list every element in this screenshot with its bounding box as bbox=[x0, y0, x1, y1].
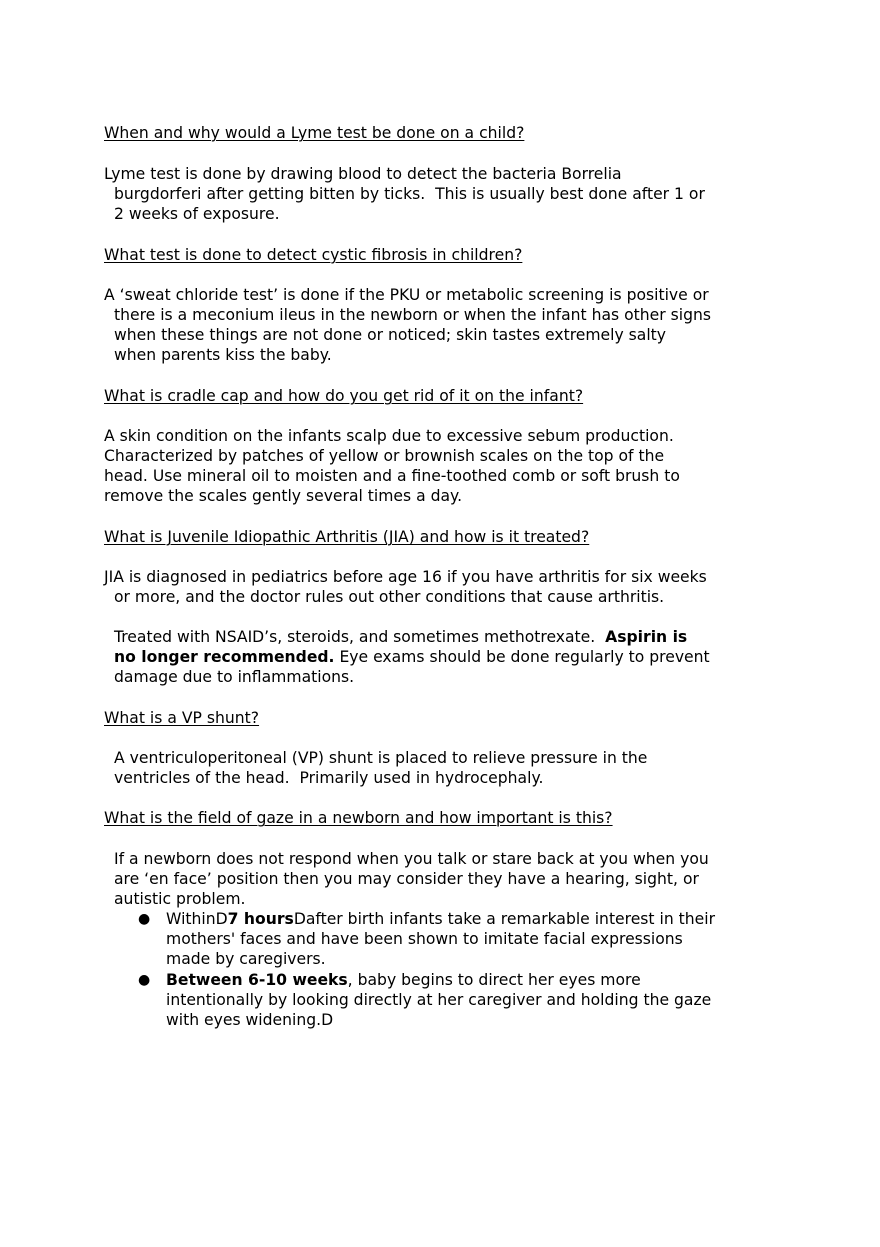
answer-line: burgdorferi after getting bitten by ticks. This is usually best done after 1 or bbox=[114, 185, 705, 203]
answer-line: remove the scales gently several times a day. bbox=[104, 487, 463, 505]
bullet-item-line: made by caregivers. bbox=[166, 950, 326, 968]
bullet-item-line: with eyes widening.D bbox=[166, 1011, 334, 1029]
bullet-item-line: intentionally by looking directly at her caregiver and holding the gaze bbox=[166, 991, 712, 1009]
answer-line: or more, and the doctor rules out other conditions that cause arthritis. bbox=[114, 588, 665, 606]
bullet-icon: ● bbox=[138, 911, 151, 927]
question-jia: What is Juvenile Idiopathic Arthritis (JIA) and how is it treated? bbox=[104, 528, 590, 546]
question-cradle-cap: What is cradle cap and how do you get rid of it on the infant? bbox=[104, 387, 584, 405]
answer-line: are ‘en face’ position then you may consider they have a hearing, sight, or bbox=[114, 870, 699, 888]
answer-line: there is a meconium ileus in the newborn or when the infant has other signs bbox=[114, 306, 711, 324]
answer-line: Characterized by patches of yellow or brownish scales on the top of the bbox=[104, 447, 665, 465]
question-vp-shunt: What is a VP shunt? bbox=[104, 709, 260, 727]
answer-line: JIA is diagnosed in pediatrics before age 16 if you have arthritis for six weeks bbox=[104, 568, 707, 586]
answer-line: head. Use mineral oil to moisten and a fine-toothed comb or soft brush to bbox=[104, 467, 680, 485]
question-cystic-fibrosis: What test is done to detect cystic fibrosis in children? bbox=[104, 246, 523, 264]
answer-line: when parents kiss the baby. bbox=[114, 346, 332, 364]
answer-line: autistic problem. bbox=[114, 890, 246, 908]
bullet-icon: ● bbox=[138, 972, 151, 988]
answer-line: A ventriculoperitoneal (VP) shunt is placed to relieve pressure in the bbox=[114, 749, 648, 767]
answer-line: A skin condition on the infants scalp due to excessive sebum production. bbox=[104, 427, 674, 445]
question-lyme: When and why would a Lyme test be done on a child? bbox=[104, 124, 525, 142]
treatment-line: damage due to inflammations. bbox=[114, 668, 355, 686]
answer-line: ventricles of the head. Primarily used in hydrocephaly. bbox=[114, 769, 544, 787]
answer-line: A ‘sweat chloride test’ is done if the PKU or metabolic screening is positive or bbox=[104, 286, 709, 304]
answer-line: Lyme test is done by drawing blood to detect the bacteria Borrelia bbox=[104, 165, 622, 183]
bullet-item: Between 6-10 weeks, baby begins to direct her eyes more bbox=[166, 971, 641, 989]
bullet-item: WithinD7 hoursDafter birth infants take a remarkable interest in their bbox=[166, 910, 716, 928]
answer-line: If a newborn does not respond when you talk or stare back at you when you bbox=[114, 850, 709, 868]
treatment-line: no longer recommended. Eye exams should be done regularly to prevent bbox=[114, 648, 710, 666]
bullet-item-line: mothers' faces and have been shown to imitate facial expressions bbox=[166, 930, 683, 948]
treatment-line: Treated with NSAID’s, steroids, and sometimes methotrexate. Aspirin is bbox=[114, 628, 688, 646]
answer-line: when these things are not done or noticed; skin tastes extremely salty bbox=[114, 326, 667, 344]
answer-line: 2 weeks of exposure. bbox=[114, 205, 280, 223]
question-field-of-gaze: What is the field of gaze in a newborn and how important is this? bbox=[104, 809, 613, 827]
